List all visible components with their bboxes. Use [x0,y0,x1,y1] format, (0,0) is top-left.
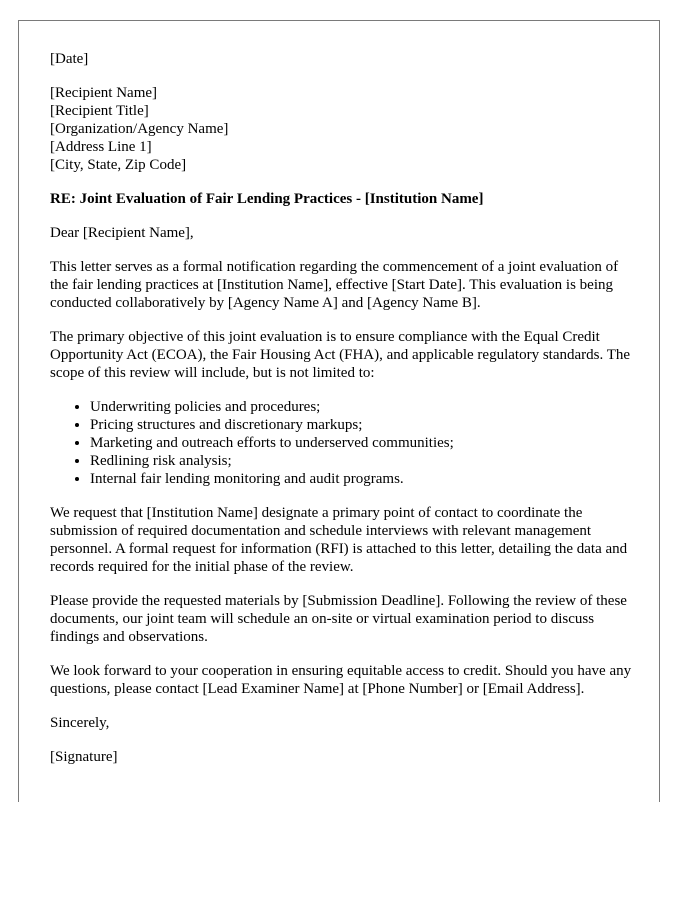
scope-list [50,398,635,488]
recipient-city-state-zip: [City, State, Zip Code] [50,157,187,173]
recipient-organization: [Organization/Agency Name] [50,121,229,137]
subject-line: RE: Joint Evaluation of Fair Lending Practices - [Institution Name] [50,191,484,207]
letter-body [50,50,635,766]
closing: Sincerely, [50,715,110,731]
scope-list-item: • Redlining risk analysis; [90,452,635,470]
paragraph-contact: We look forward to your cooperation in ensuring equitable access to credit. Should you have any questions, please contact [Lead Examiner Name] at [Phone Number] or [Email Address]. [50,663,632,697]
paragraph-deadline: Please provide the requested materials by [Submission Deadline]. Following the review of these documents, our joint team will schedule an on-site or virtual examination period to discuss findings and observations. [50,593,627,645]
paragraph-request: We request that [Institution Name] designate a primary point of contact to coordinate the submission of required documentation and schedule interviews with relevant management personnel. A formal request for information (RFI) is attached to this letter, detailing the data and records required for the initial phase of the review. [50,505,628,575]
scope-list-item: • Internal fair lending monitoring and audit programs. [90,470,635,488]
recipient-address-line-1: [Address Line 1] [50,139,152,155]
scope-list-item: • Marketing and outreach efforts to underserved communities; [90,434,635,452]
scope-list-item: • Underwriting policies and procedures; [90,398,635,416]
recipient-address-block [50,84,635,174]
scope-list-item: • Pricing structures and discretionary markups; [90,416,635,434]
letter-date: [Date] [50,51,89,67]
recipient-title: [Recipient Title] [50,103,149,119]
recipient-name: [Recipient Name] [50,85,158,101]
paragraph-notification: This letter serves as a formal notification regarding the commencement of a joint evaluation of the fair lending practices at [Institution Name], effective [Start Date]. This evaluation is being conducted collaboratively by [Agency Name A] and [Agency Name B]. [50,259,619,311]
paragraph-objective: The primary objective of this joint evaluation is to ensure compliance with the Equal Credit Opportunity Act (ECOA), the Fair Housing Act (FHA), and applicable regulatory standards. The scope of this review will include, but is not limited to: [50,329,631,381]
signature: [Signature] [50,749,118,765]
letter-page [18,20,660,802]
salutation: Dear [Recipient Name], [50,225,194,241]
